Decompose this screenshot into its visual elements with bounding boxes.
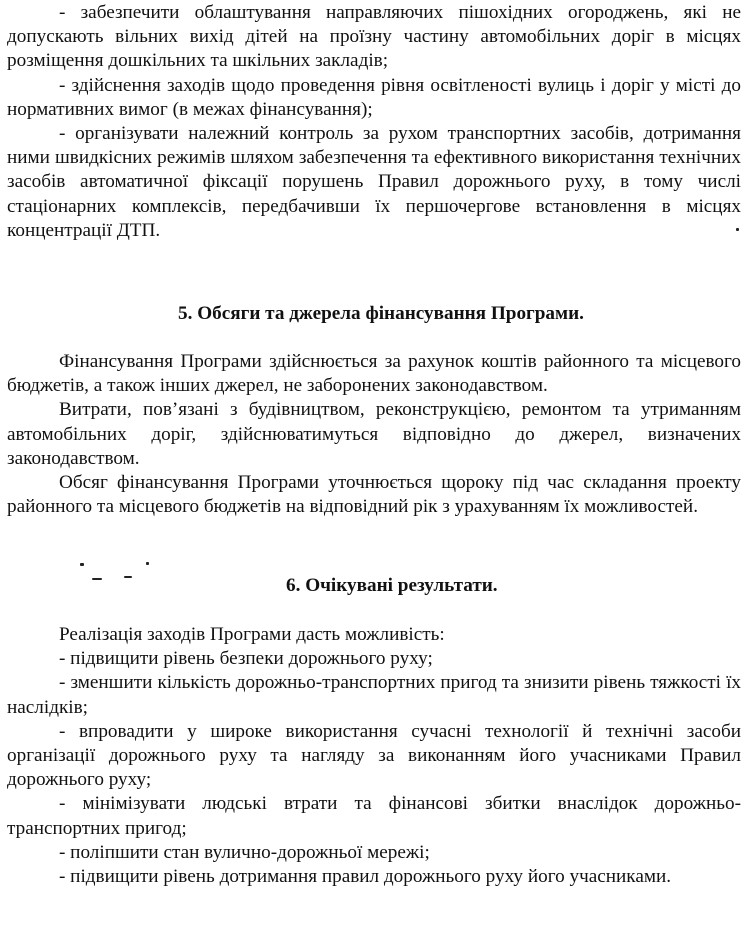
result-safety: - підвищити рівень безпеки дорожнього руху; (59, 648, 433, 670)
section-6-body (7, 623, 741, 889)
scan-speck (146, 562, 149, 565)
result-rules-compliance: - підвищити рівень дотримання правил дорожнього руху його учасниками. (59, 866, 672, 888)
scan-speck (80, 563, 84, 566)
result-road-network: - поліпшити стан вулично-дорожньої мережі; (59, 841, 430, 863)
section-5-heading: 5. Обсяги та джерела фінансування Програми. (178, 303, 584, 324)
bullet-traffic-control: - організувати належний контроль за рухом транспортних засобів, дотримання ними швидкісних режимів шляхом забезпечення та ефективного використання технічних засобів автоматичної фіксації порушень Правил дорожнього руху, в тому числі стаціонарних комплексів, передбачивши їх першочергове встановлення в місцях концентрації ДТП. (7, 123, 741, 241)
scan-speck (124, 576, 132, 578)
top-bullet-list (7, 1, 741, 243)
scan-speck (736, 228, 739, 231)
results-intro: Реалізація заходів Програми дасть можливість: (59, 624, 445, 645)
section-6-heading: 6. Очікувані результати. (286, 575, 498, 596)
section-5-body (7, 350, 741, 519)
financing-volume-paragraph: Обсяг фінансування Програми уточнюється щороку під час складання проекту районного та місцевого бюджетів на відповідний рік з урахуванням їх можливостей. (7, 472, 741, 518)
result-technologies: - впровадити у широке використання сучасні технології й технічні засоби організації дорожнього руху та нагляду за виконанням його учасниками Правил дорожнього руху; (7, 720, 741, 791)
bullet-street-lighting: - здійснення заходів щодо проведення рівня освітленості вулиць і доріг у місті до нормативних вимог (в межах фінансування); (7, 74, 741, 120)
financing-sources-paragraph: Фінансування Програми здійснюється за рахунок коштів районного та місцевого бюджетів, а також інших джерел, не заборонених законодавством. (7, 351, 741, 397)
result-losses: - мінімізувати людські втрати та фінансові збитки внаслідок дорожньо-транспортних пригод; (7, 793, 741, 839)
bullet-pedestrian-barriers: - забезпечити облаштування направляючих пішохідних огороджень, які не допускають вільних вихід дітей на проїзну частину автомобільних доріг в місцях розміщення дошкільних та шкільних закладів; (7, 2, 741, 72)
scan-speck (92, 578, 102, 580)
result-accidents: - зменшити кількість дорожньо-транспортних пригод та знизити рівень тяжкості їх наслідків; (7, 672, 741, 718)
road-expenses-paragraph: Витрати, пов’язані з будівництвом, реконструкцією, ремонтом та утриманням автомобільних доріг, здійснюватимуться відповідно до джерел, визначених законодавством. (7, 399, 741, 469)
